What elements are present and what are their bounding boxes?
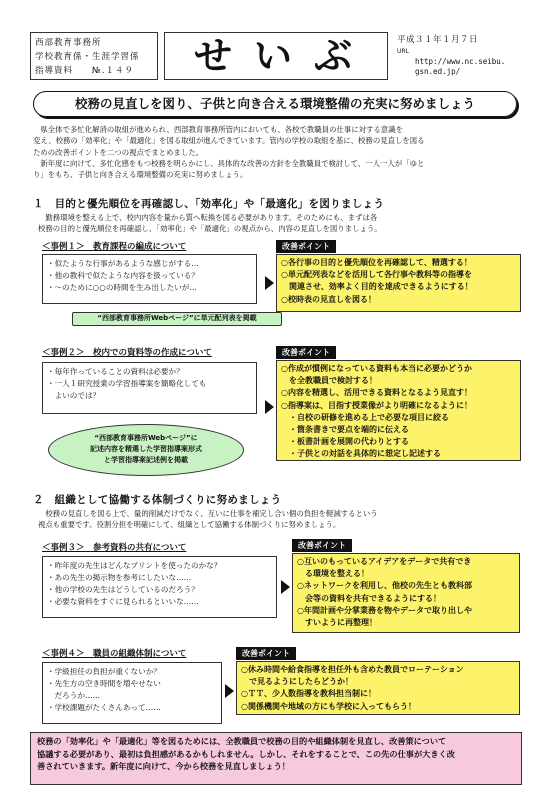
example2-label: ＜事例２＞ 校内での資料等の作成について	[42, 348, 212, 358]
section1-line: 勤務環境を整える上で、校内内容を量から質へ転換を図る必要があります。そのためにも、まずは各	[38, 213, 378, 222]
example2-note	[48, 424, 244, 476]
example3-quotes	[42, 556, 277, 618]
quote-line: ・他の教科で似たような内容を扱っている？	[47, 271, 199, 280]
point-line: る環境を整える！	[297, 569, 369, 579]
intro-line: 県全体で多忙化解消の取組が進められ、西部教育事務所管内においても、各校で教職員の仕事に対する意識を	[33, 125, 403, 134]
note-line: と学習指導案記述例を掲載	[104, 456, 188, 464]
quote-line: ・～のために○○の時間を生み出したいが…	[47, 283, 197, 292]
example1-note: “西部教育事務所Webページ”に単元配列表を掲載	[72, 312, 282, 326]
quote-line: ・必要な資料をすぐに見られるといいな……	[47, 597, 199, 606]
section2-text	[38, 508, 518, 530]
page-title: 校務の見直しを図り、子供と向き合える環境整備の充実に努めましょう	[33, 91, 517, 117]
point-line: で見るようにしたらどうか！	[241, 677, 353, 687]
issue-date: 平成３１年１月７日	[397, 35, 479, 45]
quote-line: ・似たような行事があるような感じがする…	[47, 259, 199, 268]
example4-label: ＜事例４＞ 職員の組織体制について	[42, 649, 187, 659]
example4-quotes	[42, 662, 222, 724]
masthead-org-box	[30, 32, 158, 80]
intro-line: 変え、校務の「効率化」や「最適化」を図る取組が進んできています。管内の学校の取組を基に、校務の見直しを図る	[33, 136, 425, 146]
improvement-point-tag: 改善ポイント	[236, 647, 296, 660]
section2-heading: ２ 組織として協働する体制づくりに努めましょう	[33, 494, 282, 506]
point-line: ○年間計画や分掌業務を物やデータで取り出しや	[297, 605, 472, 615]
point-line: を全教職員で検討する！	[281, 376, 377, 386]
masthead-date-box	[393, 32, 519, 80]
point-line: ・板書計画を展開の代わりとする	[281, 437, 409, 447]
quote-line: よいのでは？	[47, 391, 101, 400]
section2-line: 校務の見直しを図る上で、量的削減だけでなく、互いに仕事を補完し合い個の負担を軽減するという	[38, 509, 378, 518]
point-line: ○関係機関や地域の方にも学校に入ってもらう！	[241, 701, 416, 711]
quote-line: ・一人１研究授業の学習指導案を簡略化しても	[47, 379, 207, 388]
url-label: URL	[397, 48, 409, 55]
point-line: ○互いのもっているアイデアをデータで共有でき	[297, 557, 472, 566]
intro-line: り」をもち、子供と向き合える環境整備の充実に努めましょう。	[33, 170, 248, 180]
improvement-point-tag: 改善ポイント	[276, 240, 336, 253]
section2-line: 視点も重要です。役割分担を明確にして、組織として協働する体制づくりに努めましょう。	[38, 520, 341, 529]
example1-points	[276, 254, 521, 312]
improvement-point-tag: 改善ポイント	[292, 539, 352, 552]
point-line: ○校時表の見直しを図る！	[281, 294, 376, 304]
url-line[interactable]: gsn.ed.jp/	[415, 67, 461, 76]
newsletter-logo: せいぶ	[164, 32, 388, 80]
summary-footer	[30, 732, 522, 785]
org-line: 指導資料 №.１４９	[35, 66, 135, 76]
improvement-point-tag: 改善ポイント	[276, 346, 336, 359]
point-line: ○ネットワークを利用し、他校の先生とも教科部	[297, 581, 472, 591]
quote-line: ・学級担任の負担が重くないか？	[47, 667, 161, 676]
example4-points	[236, 661, 520, 715]
arrow-right-icon	[225, 684, 234, 698]
point-line: ・箇条書きで要点を端的に伝える	[281, 425, 409, 435]
footer-line: 協議する必要があり、最初は負担感があるかもしれません。しかし、それをすることで、この先の仕事が大きく改	[37, 748, 455, 759]
point-line: ・子供との対話を具体的に想定し記述する	[281, 449, 441, 459]
quote-line: ・学校課題がたくさんあって……	[47, 703, 161, 712]
point-line: 会等の資料を共有できるようにする！	[297, 593, 441, 603]
point-line: ○作成が慣例になっている資料も本当に必要かどうか	[281, 364, 472, 373]
point-line: ○各行事の目的と優先順位を再確認して、精選する！	[281, 258, 472, 267]
example1-label: ＜事例１＞ 教育課程の編成について	[42, 242, 187, 252]
point-line: ○休み時間や給食指導を担任外も含めた教員でローテーション	[241, 665, 464, 674]
example2-points	[276, 360, 521, 461]
intro-line: 新年度に向けて、多忙化感をもつ校務を明らかにし、具体的な改善の方針を全教職員で検討して、一人一人が「ゆと	[33, 158, 425, 168]
arrow-right-icon	[265, 400, 274, 414]
quote-line: ・他の学校の先生はどうしているのだろう？	[47, 585, 199, 594]
quote-line: ・昨年度の先生はどんなプリントを使ったのかな？	[47, 561, 222, 570]
url-line[interactable]: http://www.nc.seibu.	[415, 57, 506, 66]
footer-line: 善されていきます。新年度に向けて、今から校務を見直しましょう！	[37, 761, 290, 771]
intro-line: ための改善ポイントを二つの視点でまとめました。	[33, 147, 203, 157]
point-line: 関連させ、効率よく目的を達成できるようにする！	[281, 282, 473, 292]
quote-line: だろうか……	[47, 691, 101, 700]
point-line: ・自校の研修を進める上で必要な項目に絞る	[281, 412, 449, 422]
note-line: 記述内容を精選した学習指導案形式	[90, 445, 202, 453]
org-line: 西部教育事務所	[35, 38, 102, 48]
org-line: 学校教育係・生涯学習係	[35, 52, 140, 62]
quote-line: ・先生方の空き時間を増やせない	[47, 679, 161, 688]
section1-line: 校務の目的と優先順位を再確認し、「効率化」や「最適化」の視点から、内容の見直しを図りましょう。	[38, 224, 382, 233]
quote-line: ・あの先生の掲示物を参考にしたいな……	[47, 573, 192, 582]
intro-paragraph	[33, 124, 519, 180]
section1-text	[38, 212, 518, 234]
quote-line: ・毎年作っていることの資料は必要か？	[47, 367, 184, 376]
point-line: ○単元配列表などを活用して各行事や教科等の指導を	[281, 270, 472, 280]
point-line: ○指導案は、目指す授業像がより明確になるように！	[281, 400, 472, 410]
footer-line: 校務の「効率化」や「最適化」等を図るためには、全教職員で校務の目的や組織体制を見直し、改善策について	[37, 736, 447, 746]
example2-quotes	[42, 362, 257, 414]
arrow-right-icon	[281, 580, 290, 594]
example3-label: ＜事例３＞ 参考資料の共有について	[42, 543, 187, 553]
example3-points	[292, 553, 520, 633]
point-line: すいように再整理！	[297, 618, 377, 628]
arrow-right-icon	[265, 276, 274, 290]
section1-heading: １ 目的と優先順位を再確認し、「効率化」や「最適化」を図りましょう	[33, 198, 385, 210]
point-line: ○内容を精選し、活用できる資料となるよう見直す！	[281, 388, 472, 398]
point-line: ○ＴＴ、少人数指導を教科担当制に！	[241, 689, 376, 699]
note-line: “西部教育事務所Webページ”に	[94, 434, 198, 442]
example1-quotes	[42, 254, 257, 304]
